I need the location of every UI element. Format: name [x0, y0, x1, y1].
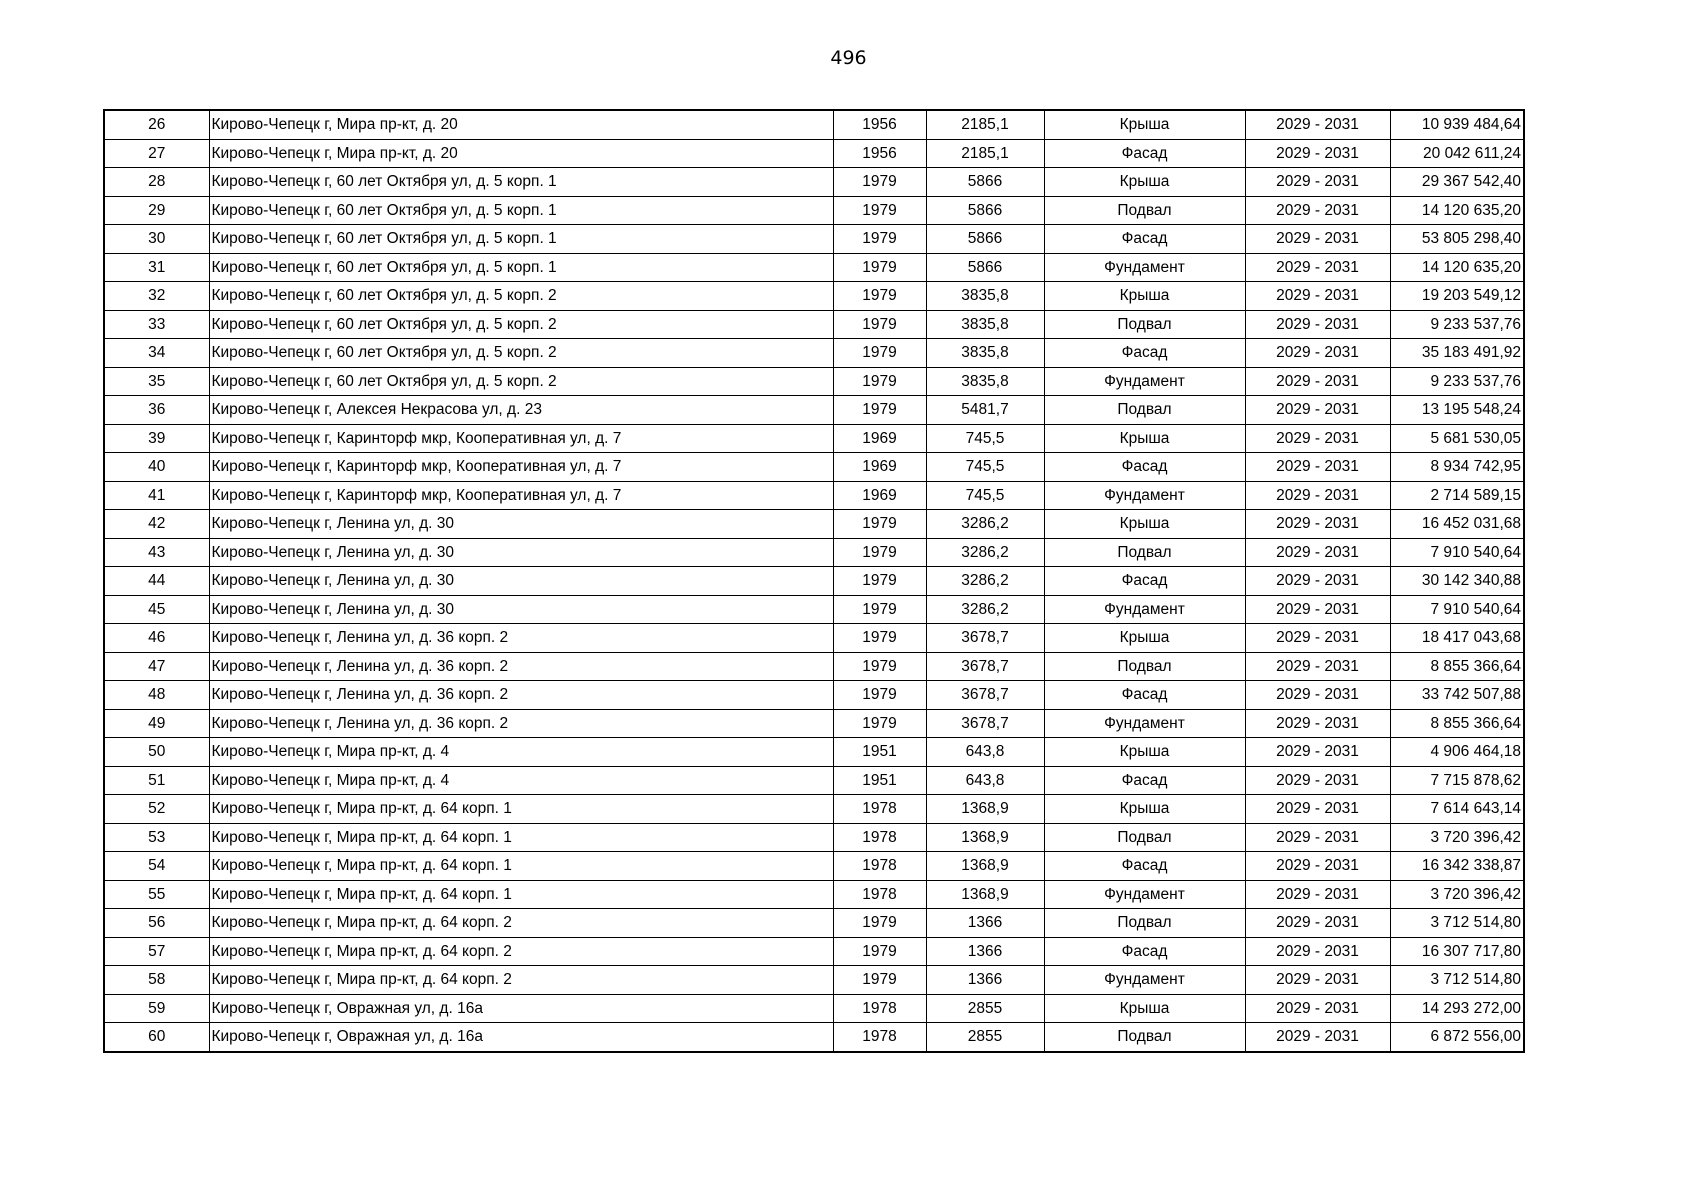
table-row — [104, 453, 1524, 482]
area-cell: 643,8 — [926, 766, 1044, 795]
row-number-cell: 56 — [104, 909, 209, 938]
area-cell: 3678,7 — [926, 709, 1044, 738]
area-cell: 3678,7 — [926, 681, 1044, 710]
build-year-cell: 1956 — [833, 110, 926, 139]
table-row — [104, 196, 1524, 225]
period-cell: 2029 - 2031 — [1245, 225, 1390, 254]
build-year-cell: 1978 — [833, 1023, 926, 1052]
period-cell: 2029 - 2031 — [1245, 652, 1390, 681]
table-row — [104, 852, 1524, 881]
work-type-cell: Фасад — [1044, 453, 1245, 482]
build-year-cell: 1979 — [833, 253, 926, 282]
area-cell: 5866 — [926, 253, 1044, 282]
build-year-cell: 1979 — [833, 567, 926, 596]
period-cell: 2029 - 2031 — [1245, 823, 1390, 852]
area-cell: 745,5 — [926, 453, 1044, 482]
build-year-cell: 1979 — [833, 396, 926, 425]
work-type-cell: Подвал — [1044, 310, 1245, 339]
row-number-cell: 47 — [104, 652, 209, 681]
table-row — [104, 481, 1524, 510]
row-number-cell: 51 — [104, 766, 209, 795]
work-type-cell: Крыша — [1044, 110, 1245, 139]
area-cell: 3835,8 — [926, 339, 1044, 368]
build-year-cell: 1979 — [833, 937, 926, 966]
cost-cell: 3 712 514,80 — [1390, 909, 1524, 938]
build-year-cell: 1979 — [833, 310, 926, 339]
work-type-cell: Крыша — [1044, 624, 1245, 653]
address-cell: Кирово-Чепецк г, Каринторф мкр, Кооперативная ул, д. 7 — [209, 424, 833, 453]
build-year-cell: 1979 — [833, 282, 926, 311]
build-year-cell: 1978 — [833, 880, 926, 909]
cost-cell: 6 872 556,00 — [1390, 1023, 1524, 1052]
build-year-cell: 1956 — [833, 139, 926, 168]
table-row — [104, 624, 1524, 653]
row-number-cell: 49 — [104, 709, 209, 738]
row-number-cell: 31 — [104, 253, 209, 282]
area-cell: 1366 — [926, 909, 1044, 938]
row-number-cell: 50 — [104, 738, 209, 767]
area-cell: 3286,2 — [926, 510, 1044, 539]
period-cell: 2029 - 2031 — [1245, 880, 1390, 909]
table-row — [104, 738, 1524, 767]
build-year-cell: 1978 — [833, 823, 926, 852]
table-row — [104, 538, 1524, 567]
cost-cell: 8 934 742,95 — [1390, 453, 1524, 482]
cost-cell: 7 910 540,64 — [1390, 538, 1524, 567]
cost-cell: 33 742 507,88 — [1390, 681, 1524, 710]
table-row — [104, 510, 1524, 539]
build-year-cell: 1979 — [833, 909, 926, 938]
table-row — [104, 310, 1524, 339]
address-cell: Кирово-Чепецк г, Ленина ул, д. 30 — [209, 595, 833, 624]
cost-cell: 16 307 717,80 — [1390, 937, 1524, 966]
address-cell: Кирово-Чепецк г, 60 лет Октября ул, д. 5 корп. 1 — [209, 168, 833, 197]
table-row — [104, 795, 1524, 824]
table-row — [104, 1023, 1524, 1052]
address-cell: Кирово-Чепецк г, Мира пр-кт, д. 64 корп. 2 — [209, 966, 833, 995]
build-year-cell: 1978 — [833, 852, 926, 881]
table-row — [104, 766, 1524, 795]
period-cell: 2029 - 2031 — [1245, 253, 1390, 282]
build-year-cell: 1951 — [833, 738, 926, 767]
address-cell: Кирово-Чепецк г, 60 лет Октября ул, д. 5 корп. 2 — [209, 310, 833, 339]
row-number-cell: 29 — [104, 196, 209, 225]
address-cell: Кирово-Чепецк г, Мира пр-кт, д. 64 корп. 1 — [209, 823, 833, 852]
address-cell: Кирово-Чепецк г, Ленина ул, д. 36 корп. 2 — [209, 709, 833, 738]
address-cell: Кирово-Чепецк г, 60 лет Октября ул, д. 5 корп. 2 — [209, 282, 833, 311]
address-cell: Кирово-Чепецк г, Ленина ул, д. 30 — [209, 510, 833, 539]
period-cell: 2029 - 2031 — [1245, 709, 1390, 738]
row-number-cell: 35 — [104, 367, 209, 396]
row-number-cell: 32 — [104, 282, 209, 311]
cost-cell: 9 233 537,76 — [1390, 310, 1524, 339]
build-year-cell: 1979 — [833, 966, 926, 995]
period-cell: 2029 - 2031 — [1245, 453, 1390, 482]
repair-program-table — [103, 109, 1525, 1053]
table-row — [104, 168, 1524, 197]
address-cell: Кирово-Чепецк г, Мира пр-кт, д. 64 корп. 2 — [209, 937, 833, 966]
address-cell: Кирово-Чепецк г, Ленина ул, д. 30 — [209, 538, 833, 567]
period-cell: 2029 - 2031 — [1245, 567, 1390, 596]
address-cell: Кирово-Чепецк г, Алексея Некрасова ул, д. 23 — [209, 396, 833, 425]
address-cell: Кирово-Чепецк г, Каринторф мкр, Кооперативная ул, д. 7 — [209, 453, 833, 482]
area-cell: 3835,8 — [926, 310, 1044, 339]
build-year-cell: 1979 — [833, 652, 926, 681]
work-type-cell: Крыша — [1044, 795, 1245, 824]
cost-cell: 3 712 514,80 — [1390, 966, 1524, 995]
work-type-cell: Фасад — [1044, 681, 1245, 710]
area-cell: 1368,9 — [926, 880, 1044, 909]
period-cell: 2029 - 2031 — [1245, 795, 1390, 824]
work-type-cell: Подвал — [1044, 823, 1245, 852]
work-type-cell: Подвал — [1044, 396, 1245, 425]
work-type-cell: Крыша — [1044, 510, 1245, 539]
area-cell: 3286,2 — [926, 595, 1044, 624]
build-year-cell: 1978 — [833, 795, 926, 824]
table-row — [104, 909, 1524, 938]
row-number-cell: 30 — [104, 225, 209, 254]
area-cell: 2185,1 — [926, 110, 1044, 139]
area-cell: 1368,9 — [926, 795, 1044, 824]
row-number-cell: 54 — [104, 852, 209, 881]
address-cell: Кирово-Чепецк г, 60 лет Октября ул, д. 5 корп. 2 — [209, 339, 833, 368]
period-cell: 2029 - 2031 — [1245, 510, 1390, 539]
build-year-cell: 1979 — [833, 510, 926, 539]
period-cell: 2029 - 2031 — [1245, 909, 1390, 938]
area-cell: 3835,8 — [926, 367, 1044, 396]
area-cell: 3835,8 — [926, 282, 1044, 311]
row-number-cell: 28 — [104, 168, 209, 197]
area-cell: 5866 — [926, 196, 1044, 225]
cost-cell: 53 805 298,40 — [1390, 225, 1524, 254]
work-type-cell: Фасад — [1044, 339, 1245, 368]
area-cell: 3286,2 — [926, 567, 1044, 596]
cost-cell: 7 614 643,14 — [1390, 795, 1524, 824]
address-cell: Кирово-Чепецк г, 60 лет Октября ул, д. 5 корп. 1 — [209, 196, 833, 225]
row-number-cell: 59 — [104, 994, 209, 1023]
row-number-cell: 40 — [104, 453, 209, 482]
period-cell: 2029 - 2031 — [1245, 168, 1390, 197]
row-number-cell: 60 — [104, 1023, 209, 1052]
row-number-cell: 41 — [104, 481, 209, 510]
table-row — [104, 709, 1524, 738]
row-number-cell: 39 — [104, 424, 209, 453]
period-cell: 2029 - 2031 — [1245, 1023, 1390, 1052]
period-cell: 2029 - 2031 — [1245, 766, 1390, 795]
area-cell: 2855 — [926, 994, 1044, 1023]
cost-cell: 30 142 340,88 — [1390, 567, 1524, 596]
period-cell: 2029 - 2031 — [1245, 396, 1390, 425]
cost-cell: 18 417 043,68 — [1390, 624, 1524, 653]
build-year-cell: 1969 — [833, 481, 926, 510]
table-row — [104, 367, 1524, 396]
address-cell: Кирово-Чепецк г, Мира пр-кт, д. 20 — [209, 110, 833, 139]
work-type-cell: Фундамент — [1044, 966, 1245, 995]
page-number: 496 — [830, 47, 867, 69]
area-cell: 745,5 — [926, 481, 1044, 510]
cost-cell: 16 452 031,68 — [1390, 510, 1524, 539]
address-cell: Кирово-Чепецк г, Мира пр-кт, д. 64 корп. 1 — [209, 880, 833, 909]
build-year-cell: 1979 — [833, 624, 926, 653]
table-row — [104, 253, 1524, 282]
table-row — [104, 823, 1524, 852]
cost-cell: 29 367 542,40 — [1390, 168, 1524, 197]
work-type-cell: Фундамент — [1044, 253, 1245, 282]
row-number-cell: 27 — [104, 139, 209, 168]
work-type-cell: Подвал — [1044, 196, 1245, 225]
table-row — [104, 966, 1524, 995]
work-type-cell: Фундамент — [1044, 709, 1245, 738]
table-row — [104, 880, 1524, 909]
area-cell: 3678,7 — [926, 652, 1044, 681]
address-cell: Кирово-Чепецк г, Мира пр-кт, д. 20 — [209, 139, 833, 168]
build-year-cell: 1978 — [833, 994, 926, 1023]
address-cell: Кирово-Чепецк г, Ленина ул, д. 36 корп. 2 — [209, 652, 833, 681]
period-cell: 2029 - 2031 — [1245, 852, 1390, 881]
period-cell: 2029 - 2031 — [1245, 139, 1390, 168]
work-type-cell: Фасад — [1044, 139, 1245, 168]
period-cell: 2029 - 2031 — [1245, 196, 1390, 225]
area-cell: 3286,2 — [926, 538, 1044, 567]
cost-cell: 9 233 537,76 — [1390, 367, 1524, 396]
period-cell: 2029 - 2031 — [1245, 681, 1390, 710]
row-number-cell: 52 — [104, 795, 209, 824]
table-row — [104, 595, 1524, 624]
work-type-cell: Фасад — [1044, 766, 1245, 795]
table-row — [104, 994, 1524, 1023]
cost-cell: 14 120 635,20 — [1390, 196, 1524, 225]
work-type-cell: Крыша — [1044, 738, 1245, 767]
table-row — [104, 396, 1524, 425]
cost-cell: 3 720 396,42 — [1390, 823, 1524, 852]
table-row — [104, 110, 1524, 139]
area-cell: 2185,1 — [926, 139, 1044, 168]
work-type-cell: Подвал — [1044, 538, 1245, 567]
row-number-cell: 34 — [104, 339, 209, 368]
row-number-cell: 33 — [104, 310, 209, 339]
cost-cell: 4 906 464,18 — [1390, 738, 1524, 767]
area-cell: 1366 — [926, 966, 1044, 995]
build-year-cell: 1969 — [833, 424, 926, 453]
cost-cell: 14 120 635,20 — [1390, 253, 1524, 282]
work-type-cell: Фундамент — [1044, 880, 1245, 909]
work-type-cell: Фундамент — [1044, 481, 1245, 510]
area-cell: 745,5 — [926, 424, 1044, 453]
table-row — [104, 567, 1524, 596]
row-number-cell: 26 — [104, 110, 209, 139]
period-cell: 2029 - 2031 — [1245, 110, 1390, 139]
period-cell: 2029 - 2031 — [1245, 624, 1390, 653]
build-year-cell: 1979 — [833, 196, 926, 225]
period-cell: 2029 - 2031 — [1245, 994, 1390, 1023]
build-year-cell: 1979 — [833, 709, 926, 738]
work-type-cell: Крыша — [1044, 168, 1245, 197]
area-cell: 643,8 — [926, 738, 1044, 767]
cost-cell: 8 855 366,64 — [1390, 709, 1524, 738]
address-cell: Кирово-Чепецк г, Овражная ул, д. 16а — [209, 994, 833, 1023]
area-cell: 2855 — [926, 1023, 1044, 1052]
period-cell: 2029 - 2031 — [1245, 966, 1390, 995]
period-cell: 2029 - 2031 — [1245, 339, 1390, 368]
area-cell: 5866 — [926, 225, 1044, 254]
address-cell: Кирово-Чепецк г, Мира пр-кт, д. 4 — [209, 766, 833, 795]
cost-cell: 8 855 366,64 — [1390, 652, 1524, 681]
period-cell: 2029 - 2031 — [1245, 310, 1390, 339]
cost-cell: 7 715 878,62 — [1390, 766, 1524, 795]
cost-cell: 16 342 338,87 — [1390, 852, 1524, 881]
work-type-cell: Фасад — [1044, 225, 1245, 254]
address-cell: Кирово-Чепецк г, Мира пр-кт, д. 64 корп. 2 — [209, 909, 833, 938]
period-cell: 2029 - 2031 — [1245, 538, 1390, 567]
build-year-cell: 1951 — [833, 766, 926, 795]
cost-cell: 14 293 272,00 — [1390, 994, 1524, 1023]
work-type-cell: Крыша — [1044, 424, 1245, 453]
build-year-cell: 1979 — [833, 595, 926, 624]
work-type-cell: Фасад — [1044, 567, 1245, 596]
period-cell: 2029 - 2031 — [1245, 481, 1390, 510]
area-cell: 5866 — [926, 168, 1044, 197]
address-cell: Кирово-Чепецк г, Мира пр-кт, д. 64 корп. 1 — [209, 852, 833, 881]
period-cell: 2029 - 2031 — [1245, 282, 1390, 311]
row-number-cell: 43 — [104, 538, 209, 567]
area-cell: 1366 — [926, 937, 1044, 966]
address-cell: Кирово-Чепецк г, Мира пр-кт, д. 64 корп. 1 — [209, 795, 833, 824]
cost-cell: 10 939 484,64 — [1390, 110, 1524, 139]
period-cell: 2029 - 2031 — [1245, 595, 1390, 624]
work-type-cell: Фундамент — [1044, 595, 1245, 624]
work-type-cell: Подвал — [1044, 1023, 1245, 1052]
row-number-cell: 46 — [104, 624, 209, 653]
address-cell: Кирово-Чепецк г, Каринторф мкр, Кооперативная ул, д. 7 — [209, 481, 833, 510]
table-row — [104, 652, 1524, 681]
work-type-cell: Крыша — [1044, 994, 1245, 1023]
cost-cell: 35 183 491,92 — [1390, 339, 1524, 368]
row-number-cell: 45 — [104, 595, 209, 624]
table-row — [104, 139, 1524, 168]
build-year-cell: 1979 — [833, 367, 926, 396]
cost-cell: 3 720 396,42 — [1390, 880, 1524, 909]
work-type-cell: Подвал — [1044, 652, 1245, 681]
build-year-cell: 1979 — [833, 681, 926, 710]
row-number-cell: 55 — [104, 880, 209, 909]
row-number-cell: 48 — [104, 681, 209, 710]
address-cell: Кирово-Чепецк г, Ленина ул, д. 36 корп. 2 — [209, 681, 833, 710]
table-row — [104, 282, 1524, 311]
work-type-cell: Фундамент — [1044, 367, 1245, 396]
build-year-cell: 1969 — [833, 453, 926, 482]
build-year-cell: 1979 — [833, 538, 926, 567]
address-cell: Кирово-Чепецк г, Овражная ул, д. 16а — [209, 1023, 833, 1052]
period-cell: 2029 - 2031 — [1245, 367, 1390, 396]
address-cell: Кирово-Чепецк г, Мира пр-кт, д. 4 — [209, 738, 833, 767]
period-cell: 2029 - 2031 — [1245, 937, 1390, 966]
cost-cell: 2 714 589,15 — [1390, 481, 1524, 510]
work-type-cell: Фасад — [1044, 852, 1245, 881]
area-cell: 1368,9 — [926, 823, 1044, 852]
address-cell: Кирово-Чепецк г, 60 лет Октября ул, д. 5 корп. 1 — [209, 225, 833, 254]
cost-cell: 5 681 530,05 — [1390, 424, 1524, 453]
work-type-cell: Фасад — [1044, 937, 1245, 966]
table-body — [104, 110, 1524, 1052]
area-cell: 1368,9 — [926, 852, 1044, 881]
table-row — [104, 937, 1524, 966]
cost-cell: 13 195 548,24 — [1390, 396, 1524, 425]
table-row — [104, 225, 1524, 254]
area-cell: 5481,7 — [926, 396, 1044, 425]
period-cell: 2029 - 2031 — [1245, 424, 1390, 453]
build-year-cell: 1979 — [833, 339, 926, 368]
address-cell: Кирово-Чепецк г, Ленина ул, д. 30 — [209, 567, 833, 596]
table-row — [104, 681, 1524, 710]
build-year-cell: 1979 — [833, 168, 926, 197]
table-row — [104, 339, 1524, 368]
row-number-cell: 44 — [104, 567, 209, 596]
table-row — [104, 424, 1524, 453]
cost-cell: 7 910 540,64 — [1390, 595, 1524, 624]
area-cell: 3678,7 — [926, 624, 1044, 653]
row-number-cell: 53 — [104, 823, 209, 852]
row-number-cell: 42 — [104, 510, 209, 539]
row-number-cell: 58 — [104, 966, 209, 995]
address-cell: Кирово-Чепецк г, 60 лет Октября ул, д. 5 корп. 1 — [209, 253, 833, 282]
work-type-cell: Подвал — [1044, 909, 1245, 938]
work-type-cell: Крыша — [1044, 282, 1245, 311]
address-cell: Кирово-Чепецк г, 60 лет Октября ул, д. 5 корп. 2 — [209, 367, 833, 396]
cost-cell: 20 042 611,24 — [1390, 139, 1524, 168]
row-number-cell: 36 — [104, 396, 209, 425]
row-number-cell: 57 — [104, 937, 209, 966]
build-year-cell: 1979 — [833, 225, 926, 254]
address-cell: Кирово-Чепецк г, Ленина ул, д. 36 корп. 2 — [209, 624, 833, 653]
cost-cell: 19 203 549,12 — [1390, 282, 1524, 311]
period-cell: 2029 - 2031 — [1245, 738, 1390, 767]
